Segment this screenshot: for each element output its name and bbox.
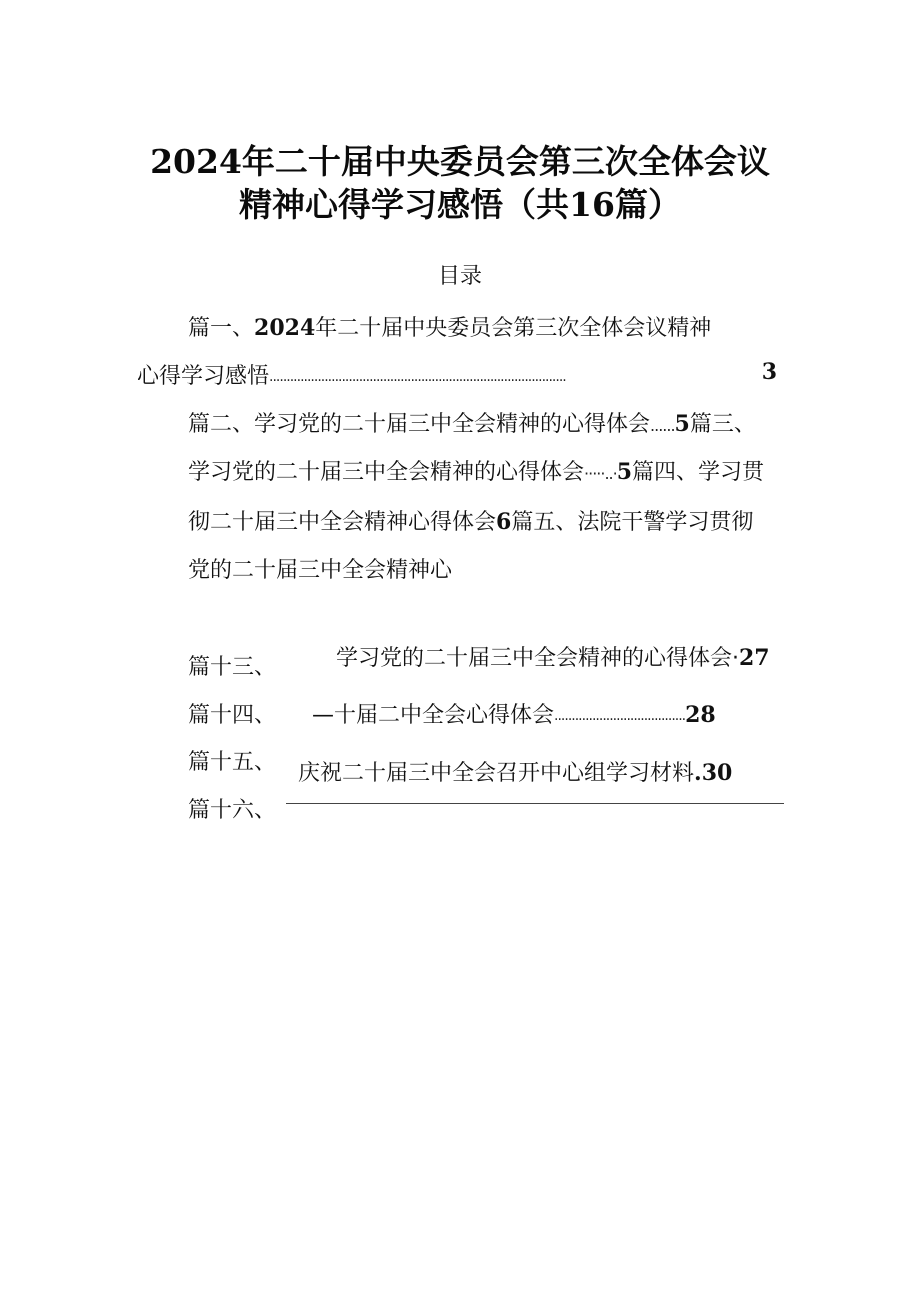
toc-entry-14-page: 28 [685,702,716,728]
toc-entry-5-title-cont: 党的二十届三中全会精神心 [188,558,453,583]
toc-entry-15[interactable] [298,756,732,787]
toc-entry-1-year: 2024 [254,315,316,341]
toc-entry-13-title: 学习党的二十届三中全会精神的心得体会· [336,646,739,671]
toc-para-line4[interactable] [188,553,452,584]
toc-entry-2-title: 篇二、学习党的二十届三中全会精神的心得体会 [188,412,651,437]
toc-entry-15-label: 篇十五、 [188,750,277,775]
toc-entry-1-title-cont: 心得学习感悟 [137,364,270,389]
toc-entry-1-title: 年二十届中央委员会第三次全体会议精神 [315,316,712,341]
toc-entry-1-page: 3 [761,359,777,385]
toc-entry-16-label: 篇十六、 [188,798,277,823]
toc-para-line1[interactable] [188,407,756,438]
toc-para-line2[interactable] [188,455,764,486]
toc-entry-5-title-start: 篇五、法院干警学习贯彻 [511,510,754,535]
toc-entry-15-dot: . [694,760,702,786]
toc-entry-4-title-cont: 彻二十届三中全会精神心得体会 [188,510,497,535]
toc-entry-15-page: 30 [701,760,733,786]
toc-entry-3-page: 5 [616,459,633,485]
toc-entry-1-label: 篇一、 [188,316,255,341]
toc-heading: 目录 [437,264,482,289]
toc-entry-13[interactable] [336,641,770,672]
toc-entry-4-title-start: 篇四、学习贯 [632,460,765,485]
toc-entry-15-title: 庆祝二十届三中全会召开中心组学习材料 [298,761,695,786]
toc-entry-2-page: 5 [674,411,690,437]
toc-entry-4-page: 6 [496,509,512,535]
toc-entry-14-title: —十届二中全会心得体会 [312,703,555,728]
toc-entry-1-leader: ...................................................................................... [269,369,566,385]
toc-entry-14-label: 篇十四、 [188,703,277,728]
toc-entry-13-label: 篇十三、 [188,655,277,680]
toc-entry-3-title: 学习党的二十届三中全会精神的心得体会 [188,460,585,485]
toc-entry-3-label: 篇三、 [689,412,756,437]
document-title-line1: 2024年二十届中央委员会第三次全体会议 [150,142,770,181]
horizontal-rule [286,803,784,804]
document-title-line2: 精神心得学习感悟（共16篇） [239,185,681,224]
toc-entry-14-leader: ...................................... [554,708,686,724]
toc-entry-2-leader: ...... [650,416,675,435]
toc-entry-1-line1[interactable] [188,311,711,342]
toc-entry-1-line2[interactable] [137,359,779,390]
toc-entry-14[interactable] [312,698,716,729]
toc-entry-3-leader: ·····..· [584,464,617,483]
toc-entry-13-page: 27 [739,645,770,671]
toc-para-line3[interactable] [188,505,753,536]
toc-entry-16-label-cut [188,793,277,823]
